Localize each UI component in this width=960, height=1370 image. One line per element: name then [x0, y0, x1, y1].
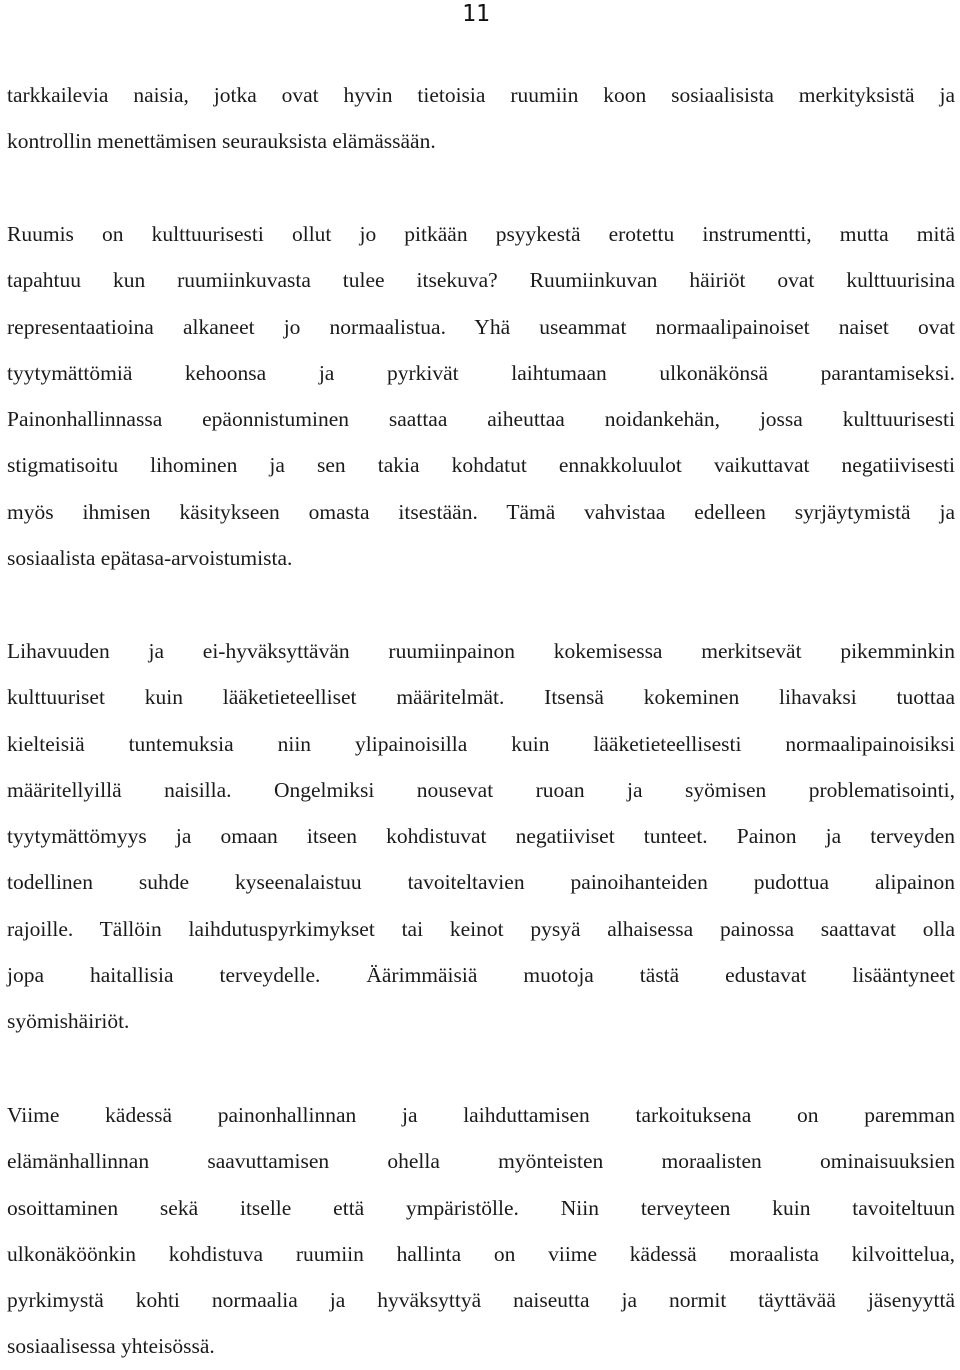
text-line: tyytymättömiä kehoonsa ja pyrkivät laihtumaan ulkonäkönsä parantamiseksi. [7, 360, 955, 385]
text-line: ulkonäköönkin kohdistuva ruumiin hallinta on viime kädessä moraalista kilvoittelua, [7, 1241, 955, 1266]
text-line: Lihavuuden ja ei-hyväksyttävän ruumiinpainon kokemisessa merkitsevät pikemminkin [7, 639, 955, 663]
paragraph-3 [7, 628, 955, 1045]
text-line: Ruumis on kulttuurisesti ollut jo pitkään psyykestä erotettu instrumentti, mutta mitä [7, 222, 955, 246]
text-line: representaatioina alkaneet jo normaalistua. Yhä useammat normaalipainoiset naiset ovat [7, 314, 955, 339]
text-line: kontrollin menettämisen seurauksista elämässään. [7, 129, 436, 154]
paragraph-2 [7, 211, 955, 581]
text-line: sosiaalista epätasa-arvoistumista. [7, 546, 293, 571]
text-line: kulttuuriset kuin lääketieteelliset määritelmät. Itsensä kokeminen lihavaksi tuottaa [7, 685, 955, 710]
text-line: rajoille. Tällöin laihdutuspyrkimykset tai keinot pysyä alhaisessa painossa saattavat olla [7, 916, 955, 941]
text-line: myös ihmisen käsitykseen omasta itsestään. Tämä vahvistaa edelleen syrjäytymistä ja [7, 499, 955, 524]
page-number: 11 [462, 1, 490, 27]
text-line: stigmatisoitu lihominen ja sen takia kohdatut ennakkoluulot vaikuttavat negatiivisesti [7, 453, 955, 478]
text-line: määritellyillä naisilla. Ongelmiksi nousevat ruoan ja syömisen problematisointi, [7, 777, 955, 802]
text-line: tapahtuu kun ruumiinkuvasta tulee itsekuva? Ruumiinkuvan häiriöt ovat kulttuurisina [7, 268, 955, 293]
text-line: pyrkimystä kohti normaalia ja hyväksyttyä naiseutta ja normit täyttävää jäsenyyttä [7, 1288, 955, 1313]
text-line: kielteisiä tuntemuksia niin ylipainoisilla kuin lääketieteellisesti normaalipainoisiksi [7, 731, 955, 756]
text-line: syömishäiriöt. [7, 1009, 130, 1034]
text-line: elämänhallinnan saavuttamisen ohella myönteisten moraalisten ominaisuuksien [7, 1149, 955, 1174]
text-line: jopa haitallisia terveydelle. Äärimmäisiä muotoja tästä edustavat lisääntyneet [7, 963, 955, 988]
paragraph-4 [7, 1092, 955, 1370]
text-line: tarkkailevia naisia, jotka ovat hyvin tietoisia ruumiin koon sosiaalisista merkityksistä ja [7, 83, 955, 107]
text-line: osoittaminen sekä itselle että ympäristölle. Niin terveyteen kuin tavoiteltuun [7, 1195, 955, 1220]
text-line: Painonhallinnassa epäonnistuminen saattaa aiheuttaa noidankehän, jossa kulttuurisesti [7, 407, 955, 432]
text-line: Viime kädessä painonhallinnan ja laihduttamisen tarkoituksena on paremman [7, 1103, 955, 1127]
text-line: tyytymättömyys ja omaan itseen kohdistuvat negatiiviset tunteet. Painon ja terveyden [7, 824, 955, 849]
text-line: todellinen suhde kyseenalaistuu tavoiteltavien painoihanteiden pudottua alipainon [7, 870, 955, 895]
paragraph-1 [7, 72, 955, 165]
text-line: sosiaalisessa yhteisössä. [7, 1334, 215, 1359]
